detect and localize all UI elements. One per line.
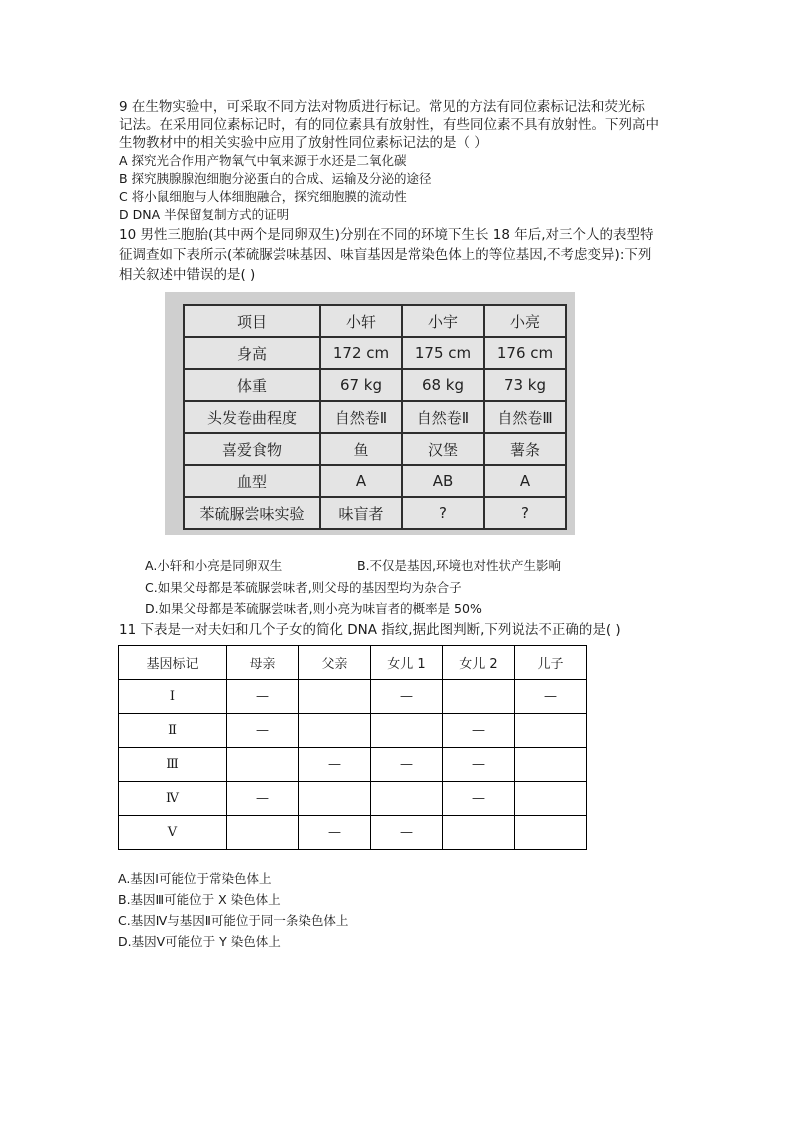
table-row: [184, 337, 566, 369]
table-row: [119, 748, 587, 782]
table-cell: [227, 748, 299, 782]
table-row: [184, 497, 566, 529]
table-cell: [443, 816, 515, 850]
q10-stem-line2: 征调查如下表所示(苯硫脲尝味基因、味盲基因是常染色体上的等位基因,不考虑变异):下列: [119, 247, 652, 263]
table-cell: —: [371, 680, 443, 714]
table-cell: 喜爱食物: [184, 433, 320, 465]
header-cell: 小宇: [402, 305, 484, 337]
header-cell: 小轩: [320, 305, 402, 337]
table-cell: —: [227, 782, 299, 816]
header-cell: 母亲: [227, 646, 299, 680]
triplets-table-photo: [165, 292, 575, 535]
header-cell: 女儿 1: [371, 646, 443, 680]
table-cell: 73 kg: [484, 369, 566, 401]
table-cell: 薯条: [484, 433, 566, 465]
q11-option-b: B.基因Ⅲ可能位于 X 染色体上: [118, 892, 281, 907]
table-cell: —: [443, 782, 515, 816]
table-cell: A: [320, 465, 402, 497]
table-cell: [299, 714, 371, 748]
table-cell: —: [227, 714, 299, 748]
table-cell: [515, 816, 587, 850]
table-cell: 67 kg: [320, 369, 402, 401]
q10-option-a: A.小轩和小亮是同卵双生: [145, 558, 283, 573]
table-cell: 自然卷Ⅱ: [402, 401, 484, 433]
table-cell: Ⅴ: [119, 816, 227, 850]
table-row: [119, 782, 587, 816]
header-cell: 小亮: [484, 305, 566, 337]
table-cell: 自然卷Ⅲ: [484, 401, 566, 433]
header-cell: 女儿 2: [443, 646, 515, 680]
q9-option-b: B 探究胰腺腺泡细胞分泌蛋白的合成、运输及分泌的途径: [119, 171, 432, 186]
table-cell: —: [371, 748, 443, 782]
header-cell: 儿子: [515, 646, 587, 680]
table-cell: —: [515, 680, 587, 714]
q10-stem-line1: 10 男性三胞胎(其中两个是同卵双生)分别在不同的环境下生长 18 年后,对三个人的表型特: [119, 227, 654, 243]
q10-stem-line3: 相关叙述中错误的是( ): [119, 267, 256, 283]
table-cell: —: [371, 816, 443, 850]
table-row: [184, 369, 566, 401]
header-cell: 基因标记: [119, 646, 227, 680]
dna-fingerprint-table: [118, 645, 587, 850]
table-cell: Ⅰ: [119, 680, 227, 714]
q11-stem: 11 下表是一对夫妇和几个子女的简化 DNA 指纹,据此图判断,下列说法不正确的是( ): [119, 622, 621, 638]
table-row: [184, 401, 566, 433]
triplets-table: [183, 304, 567, 530]
table-cell: [515, 714, 587, 748]
table-cell: 175 cm: [402, 337, 484, 369]
q11-option-d: D.基因Ⅴ可能位于 Y 染色体上: [118, 934, 281, 949]
table-cell: Ⅱ: [119, 714, 227, 748]
table-cell: [227, 816, 299, 850]
q9-option-d: D DNA 半保留复制方式的证明: [119, 207, 290, 222]
q9-stem-line3: 生物教材中的相关实验中应用了放射性同位素标记法的是（ ）: [119, 135, 488, 151]
table-row: [119, 816, 587, 850]
header-cell: 项目: [184, 305, 320, 337]
q9-option-c: C 将小鼠细胞与人体细胞融合，探究细胞膜的流动性: [119, 189, 407, 204]
table-cell: 176 cm: [484, 337, 566, 369]
q10-option-d: D.如果父母都是苯硫脲尝味者,则小亮为味盲者的概率是 50%: [145, 601, 482, 616]
header-cell: 父亲: [299, 646, 371, 680]
table-cell: —: [299, 748, 371, 782]
q11-option-a: A.基因Ⅰ可能位于常染色体上: [118, 871, 272, 886]
table-cell: 身高: [184, 337, 320, 369]
table-row: [184, 465, 566, 497]
table-header-row: [184, 305, 566, 337]
table-cell: Ⅲ: [119, 748, 227, 782]
table-cell: 自然卷Ⅱ: [320, 401, 402, 433]
table-cell: A: [484, 465, 566, 497]
table-row: [184, 433, 566, 465]
table-cell: 味盲者: [320, 497, 402, 529]
table-cell: Ⅳ: [119, 782, 227, 816]
q9-option-a: A 探究光合作用产物氧气中氧来源于水还是二氧化碳: [119, 153, 407, 168]
table-cell: 头发卷曲程度: [184, 401, 320, 433]
table-cell: 68 kg: [402, 369, 484, 401]
table-cell: AB: [402, 465, 484, 497]
table-cell: [515, 782, 587, 816]
table-cell: —: [299, 816, 371, 850]
table-cell: ?: [484, 497, 566, 529]
table-cell: 血型: [184, 465, 320, 497]
table-cell: —: [443, 748, 515, 782]
table-cell: 汉堡: [402, 433, 484, 465]
table-cell: [371, 714, 443, 748]
table-cell: —: [443, 714, 515, 748]
table-cell: 苯硫脲尝味实验: [184, 497, 320, 529]
table-header-row: [119, 646, 587, 680]
q10-option-b: B.不仅是基因,环境也对性状产生影响: [357, 558, 562, 573]
q9-stem-line1: 9 在生物实验中，可采取不同方法对物质进行标记。常见的方法有同位素标记法和荧光标: [119, 99, 645, 115]
table-cell: 鱼: [320, 433, 402, 465]
table-cell: ?: [402, 497, 484, 529]
q9-stem-line2: 记法。在采用同位素标记时，有的同位素具有放射性，有些同位素不具有放射性。下列高中: [119, 117, 659, 133]
q11-option-c: C.基因Ⅳ与基因Ⅱ可能位于同一条染色体上: [118, 913, 349, 928]
table-cell: 体重: [184, 369, 320, 401]
table-row: [119, 714, 587, 748]
table-row: [119, 680, 587, 714]
table-cell: —: [227, 680, 299, 714]
table-cell: 172 cm: [320, 337, 402, 369]
table-cell: [515, 748, 587, 782]
table-cell: [299, 782, 371, 816]
q10-option-c: C.如果父母都是苯硫脲尝味者,则父母的基因型均为杂合子: [145, 580, 462, 595]
table-cell: [443, 680, 515, 714]
table-cell: [299, 680, 371, 714]
table-cell: [371, 782, 443, 816]
